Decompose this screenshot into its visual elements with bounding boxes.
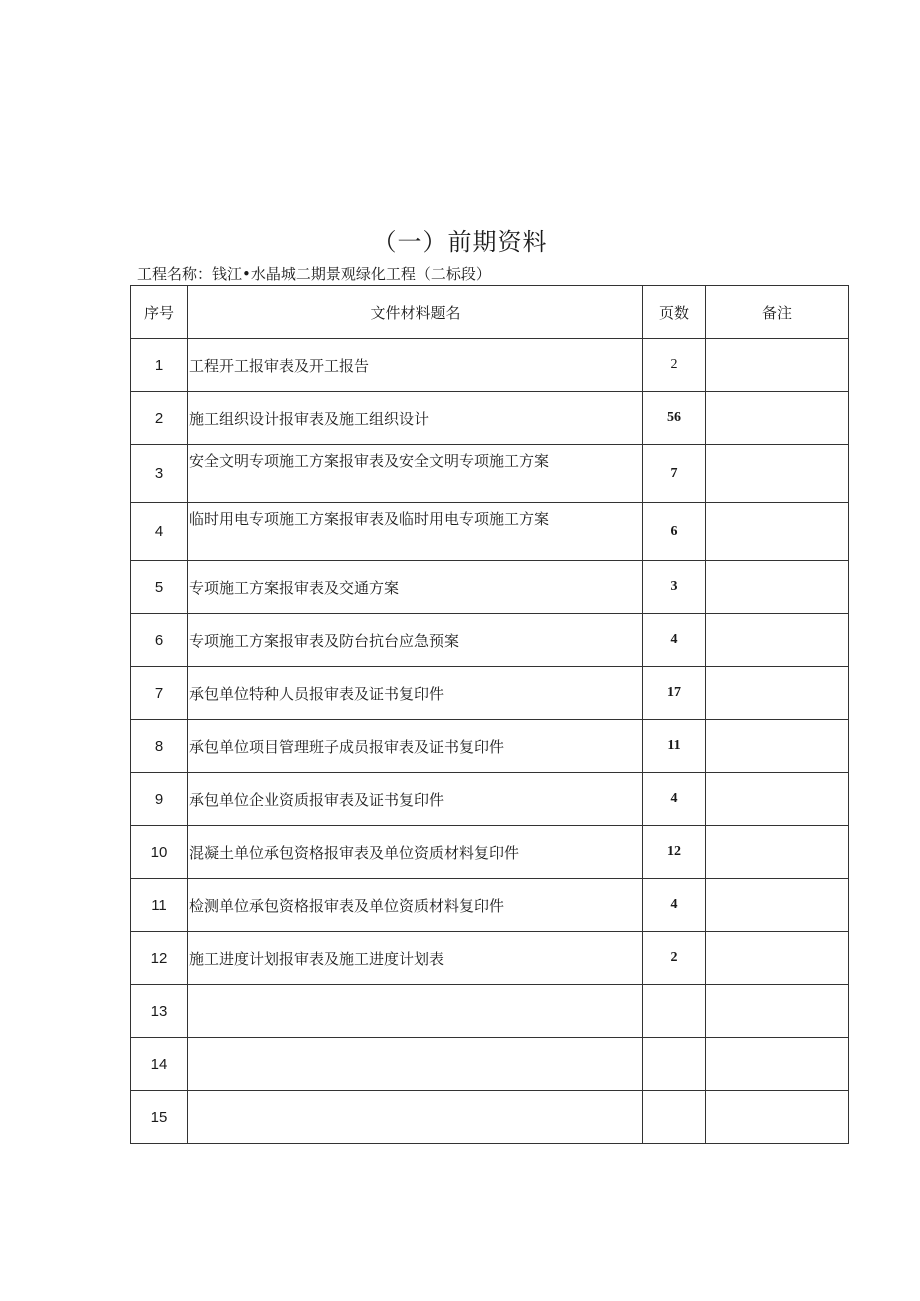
row-notes [706, 445, 849, 503]
row-title: 检测单位承包资格报审表及单位资质材料复印件 [188, 879, 643, 932]
table-row [131, 445, 849, 503]
row-notes [706, 667, 849, 720]
table-row [131, 720, 849, 773]
row-pages: 4 [643, 773, 706, 826]
row-notes [706, 932, 849, 985]
row-title: 承包单位项目管理班子成员报审表及证书复印件 [188, 720, 643, 773]
row-number: 8 [131, 720, 188, 773]
row-pages: 6 [643, 503, 706, 561]
row-title: 专项施工方案报审表及防台抗台应急预案 [188, 614, 643, 667]
row-pages: 3 [643, 561, 706, 614]
row-number: 3 [131, 445, 188, 503]
row-number: 5 [131, 561, 188, 614]
row-notes [706, 503, 849, 561]
header-pages: 页数 [643, 286, 706, 339]
row-number: 9 [131, 773, 188, 826]
row-notes [706, 1038, 849, 1091]
row-notes [706, 879, 849, 932]
row-pages: 11 [643, 720, 706, 773]
table-row [131, 561, 849, 614]
row-pages: 7 [643, 445, 706, 503]
table-row [131, 503, 849, 561]
project-name: 工程名称：钱江•水晶城二期景观绿化工程（二标段） [137, 265, 491, 283]
table-row [131, 985, 849, 1038]
table-body [131, 339, 849, 1144]
row-notes [706, 392, 849, 445]
table-header-row [131, 286, 849, 339]
row-title: 临时用电专项施工方案报审表及临时用电专项施工方案 [188, 503, 643, 561]
row-title [188, 1038, 643, 1091]
row-title: 施工组织设计报审表及施工组织设计 [188, 392, 643, 445]
table-row [131, 773, 849, 826]
table-row [131, 1091, 849, 1144]
row-notes [706, 1091, 849, 1144]
row-title: 承包单位特种人员报审表及证书复印件 [188, 667, 643, 720]
row-pages [643, 1091, 706, 1144]
row-title [188, 985, 643, 1038]
table-row [131, 826, 849, 879]
row-title [188, 1091, 643, 1144]
row-notes [706, 339, 849, 392]
table-row [131, 614, 849, 667]
row-notes [706, 985, 849, 1038]
row-notes [706, 826, 849, 879]
table-row [131, 667, 849, 720]
row-notes [706, 720, 849, 773]
row-number: 7 [131, 667, 188, 720]
row-notes [706, 614, 849, 667]
row-notes [706, 561, 849, 614]
table-row [131, 1038, 849, 1091]
materials-table [130, 285, 849, 1144]
row-title: 承包单位企业资质报审表及证书复印件 [188, 773, 643, 826]
row-notes [706, 773, 849, 826]
table-row [131, 932, 849, 985]
row-pages: 2 [643, 339, 706, 392]
row-pages: 2 [643, 932, 706, 985]
table-row [131, 339, 849, 392]
row-title: 工程开工报审表及开工报告 [188, 339, 643, 392]
row-number: 14 [131, 1038, 188, 1091]
page-title: （一）前期资料 [372, 228, 548, 256]
row-title: 专项施工方案报审表及交通方案 [188, 561, 643, 614]
row-title: 混凝土单位承包资格报审表及单位资质材料复印件 [188, 826, 643, 879]
row-pages: 4 [643, 879, 706, 932]
row-number: 4 [131, 503, 188, 561]
row-number: 6 [131, 614, 188, 667]
table-row [131, 392, 849, 445]
row-pages: 12 [643, 826, 706, 879]
row-pages: 56 [643, 392, 706, 445]
row-title: 施工进度计划报审表及施工进度计划表 [188, 932, 643, 985]
row-number: 10 [131, 826, 188, 879]
row-number: 11 [131, 879, 188, 932]
table-row [131, 879, 849, 932]
row-number: 15 [131, 1091, 188, 1144]
row-pages [643, 985, 706, 1038]
row-number: 12 [131, 932, 188, 985]
row-title: 安全文明专项施工方案报审表及安全文明专项施工方案 [188, 445, 643, 503]
row-pages [643, 1038, 706, 1091]
row-number: 2 [131, 392, 188, 445]
row-pages: 17 [643, 667, 706, 720]
row-number: 1 [131, 339, 188, 392]
header-name: 文件材料题名 [188, 286, 643, 339]
header-no: 序号 [131, 286, 188, 339]
row-number: 13 [131, 985, 188, 1038]
row-pages: 4 [643, 614, 706, 667]
header-notes: 备注 [706, 286, 849, 339]
